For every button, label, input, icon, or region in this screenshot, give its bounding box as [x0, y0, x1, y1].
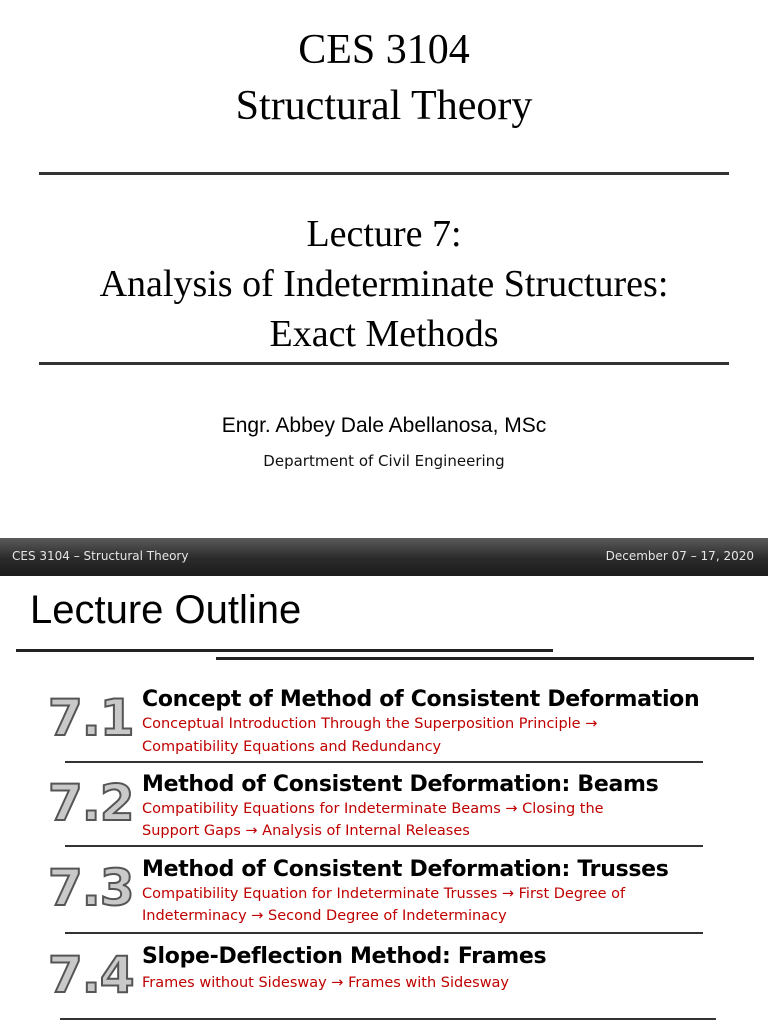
section-topics-line1: Compatibility Equation for Indeterminate Trusses → First Degree of — [142, 886, 626, 902]
section-topics-line2: Indeterminacy → Second Degree of Indeterminacy — [142, 908, 507, 924]
section-topics-line2: Compatibility Equations and Redundancy — [142, 739, 442, 755]
footer-date: December 07 – 17, 2020 — [605, 549, 754, 563]
title-divider-bottom — [39, 362, 729, 365]
section-heading: Method of Consistent Deformation: Beams — [142, 772, 659, 797]
lecture-number: Lecture 7: — [306, 213, 462, 255]
section-number: 7.2 — [48, 774, 134, 832]
outline-title: Lecture Outline — [30, 588, 302, 632]
section-heading: Method of Consistent Deformation: Trusses — [142, 857, 669, 882]
item-divider — [60, 1018, 716, 1020]
outline-title-rule — [16, 649, 553, 652]
item-divider — [65, 761, 703, 763]
department: Department of Civil Engineering — [263, 452, 505, 470]
section-heading: Slope-Deflection Method: Frames — [142, 944, 547, 969]
section-topics-line2: Support Gaps → Analysis of Internal Releases — [142, 823, 470, 839]
section-number: 7.4 — [48, 946, 134, 1004]
lecture-title-line1: Analysis of Indeterminate Structures: — [99, 263, 669, 305]
slide-footer-band — [0, 538, 768, 576]
item-divider — [65, 932, 703, 934]
title-divider-top — [39, 172, 729, 175]
footer-course: CES 3104 – Structural Theory — [12, 549, 189, 563]
outline-title-rule-offset — [216, 657, 754, 660]
course-title: Structural Theory — [235, 83, 533, 129]
section-topics-line1: Conceptual Introduction Through the Superposition Principle → — [142, 716, 598, 732]
lecture-title-line2: Exact Methods — [269, 313, 499, 355]
section-number: 7.1 — [48, 689, 134, 747]
section-heading: Concept of Method of Consistent Deformation — [142, 687, 700, 712]
section-topics-line1: Compatibility Equations for Indeterminate Beams → Closing the — [142, 801, 604, 817]
item-divider — [65, 845, 703, 847]
course-code: CES 3104 — [298, 27, 470, 73]
section-number: 7.3 — [48, 859, 134, 917]
section-topics-line1: Frames without Sidesway → Frames with Sidesway — [142, 975, 510, 991]
author-name: Engr. Abbey Dale Abellanosa, MSc — [221, 414, 547, 437]
